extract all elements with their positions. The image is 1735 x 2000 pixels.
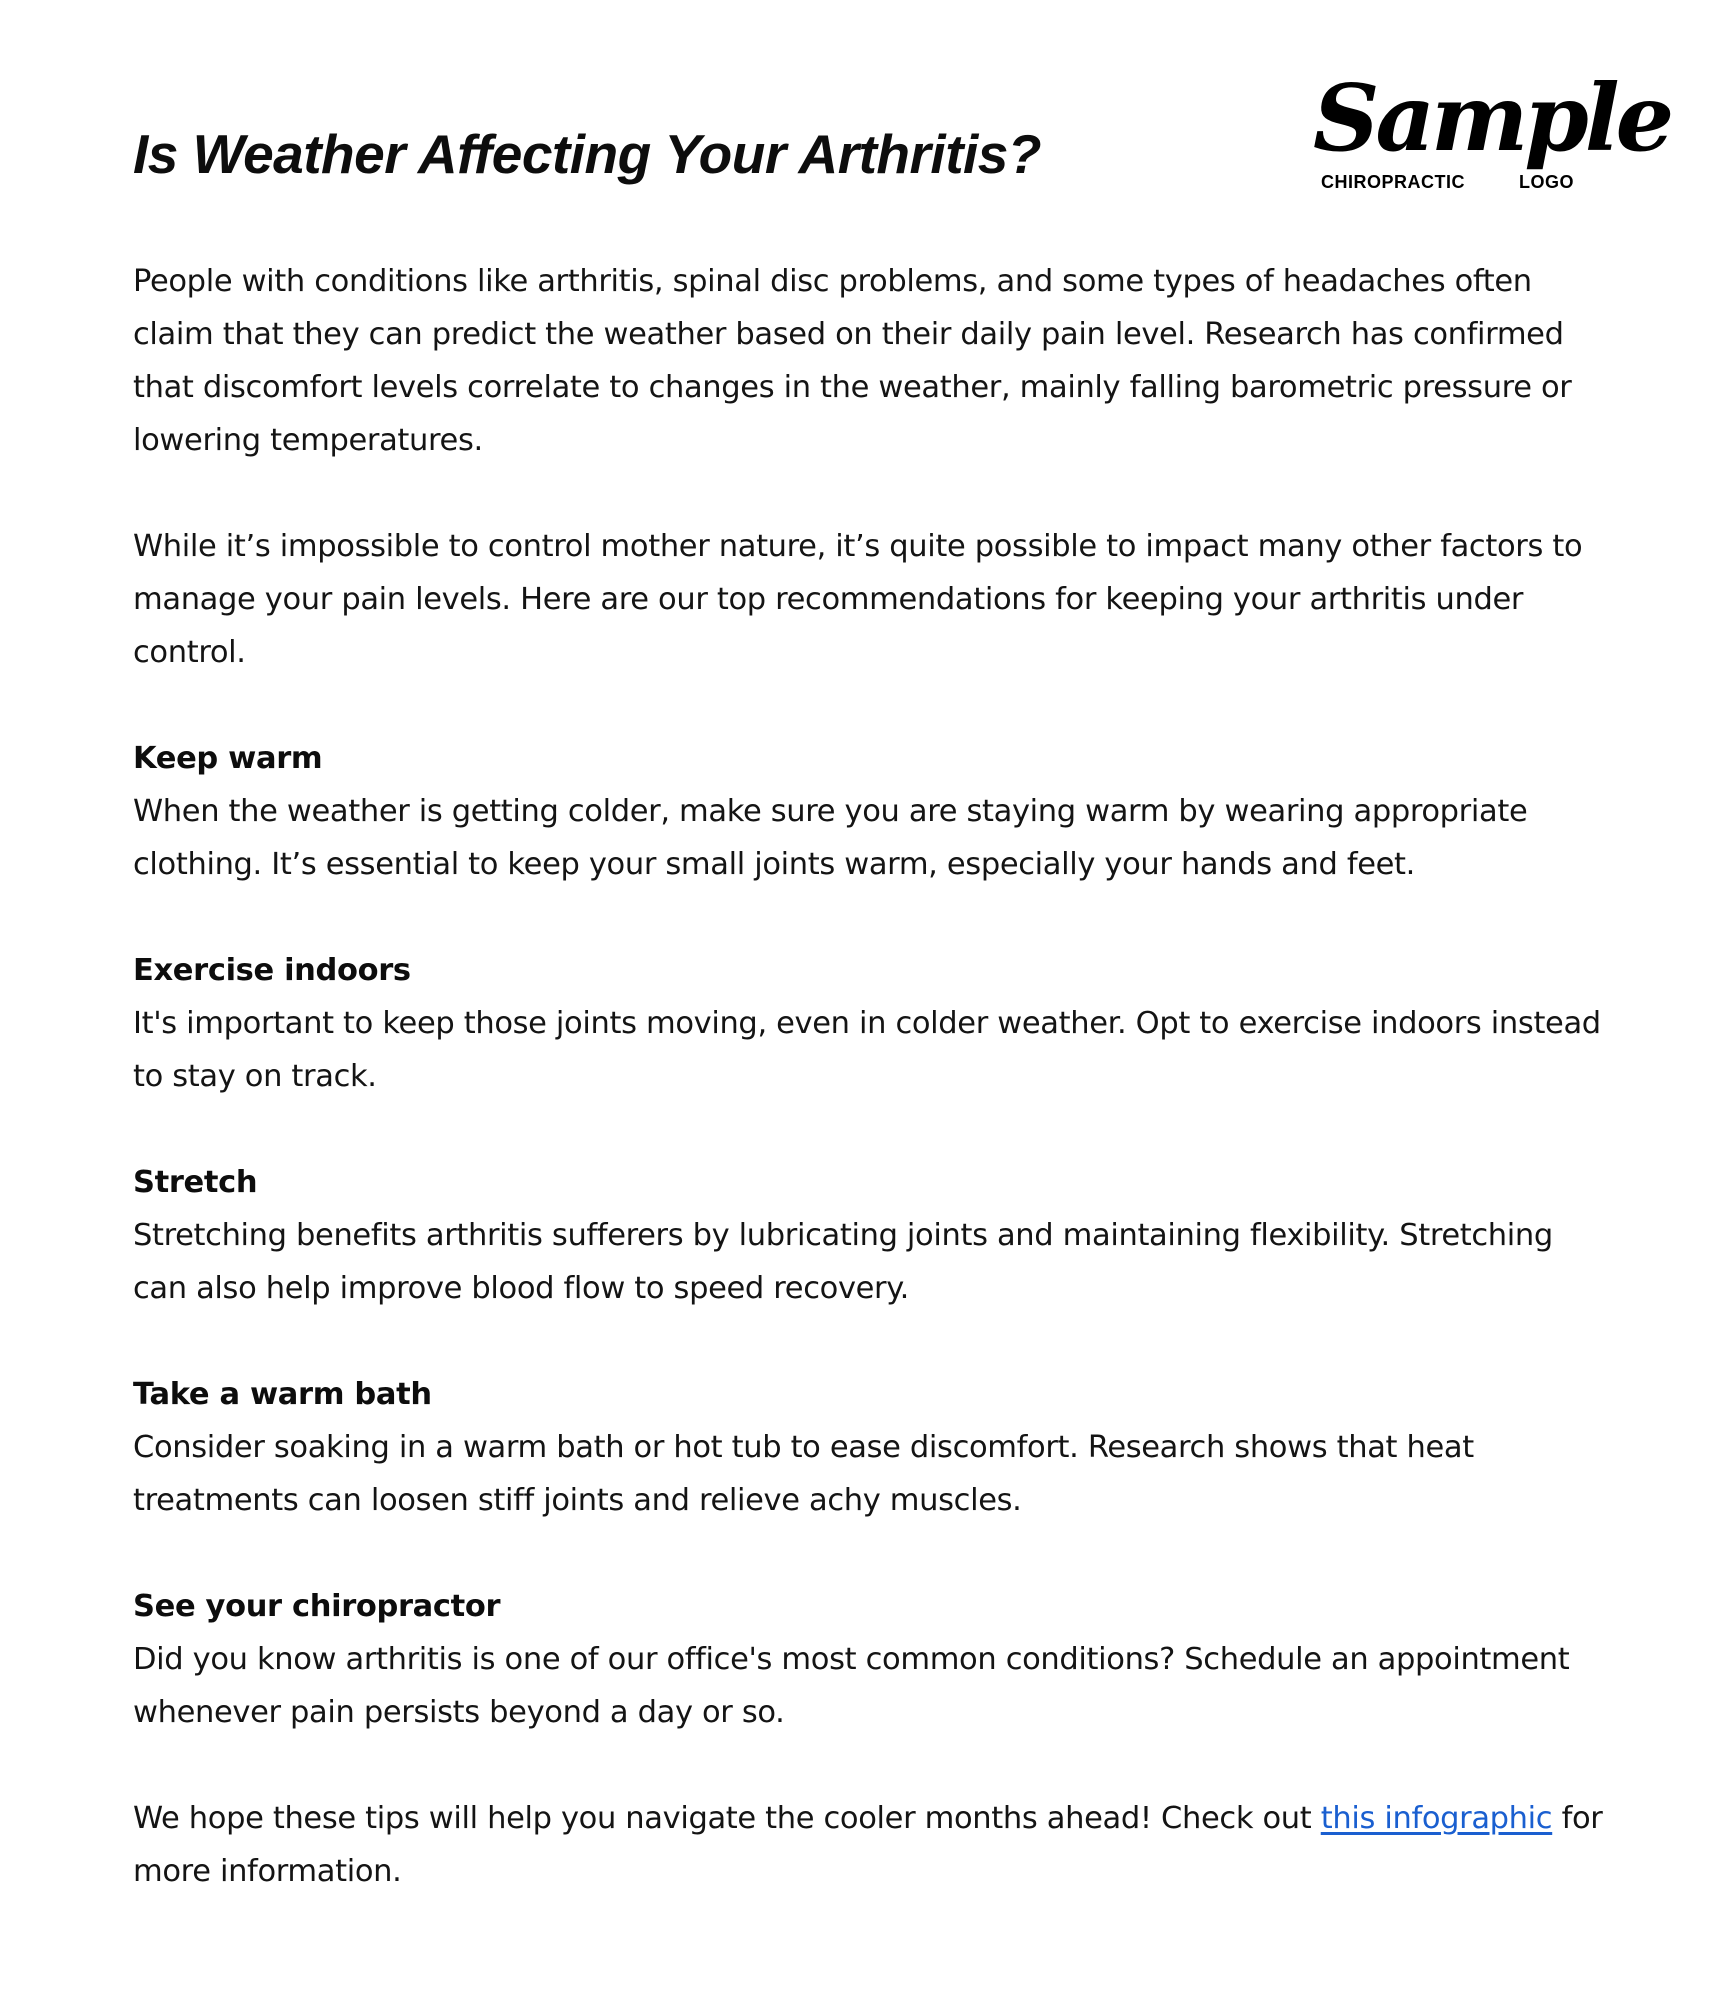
- article-body: [133, 255, 1613, 1951]
- tip-section: [133, 1580, 1613, 1739]
- tip-heading: Exercise indoors: [133, 953, 411, 988]
- closing-paragraph: [133, 1792, 1613, 1898]
- tip-heading: Take a warm bath: [133, 1377, 432, 1412]
- tip-section: [133, 944, 1613, 1103]
- tip-heading: Keep warm: [133, 741, 323, 776]
- page-title: Is Weather Affecting Your Arthritis?: [133, 123, 1041, 185]
- tip-heading: See your chiropractor: [133, 1589, 501, 1624]
- tip-body: When the weather is getting colder, make sure you are staying warm by wearing appropriate clothing. It’s essential to keep your small joints warm, especially your hands and feet.: [133, 794, 1528, 882]
- logo-subtitle-left: CHIROPRACTIC: [1321, 172, 1465, 192]
- tip-body: Consider soaking in a warm bath or hot tub to ease discomfort. Research shows that heat treatments can loosen stiff joints and relieve achy muscles.: [133, 1430, 1474, 1518]
- tip-section: [133, 732, 1613, 891]
- logo: [1305, 64, 1671, 198]
- tip-body: Stretching benefits arthritis sufferers by lubricating joints and maintaining flexibility. Stretching can also help improve blood flow to speed recovery.: [133, 1218, 1553, 1306]
- intro-paragraph: People with conditions like arthritis, spinal disc problems, and some types of headaches often claim that they can predict the weather based on their daily pain level. Research has confirmed that discomfort levels correlate to changes in the weather, mainly falling barometric pressure or lowering temperatures.: [133, 264, 1572, 458]
- logo-subtitle-right: LOGO: [1519, 172, 1574, 192]
- closing-text-after-link: for more information.: [133, 1801, 1603, 1889]
- tip-heading: Stretch: [133, 1165, 258, 1200]
- infographic-link[interactable]: this infographic: [1320, 1801, 1553, 1836]
- tip-section: [133, 1156, 1613, 1315]
- intro-paragraph: While it’s impossible to control mother nature, it’s quite possible to impact many other factors to manage your pain levels. Here are our top recommendations for keeping your arthritis under control.: [133, 529, 1583, 670]
- logo-wordmark: Sample: [1313, 64, 1671, 172]
- closing-text-before-link: We hope these tips will help you navigate the cooler months ahead! Check out: [133, 1801, 1321, 1836]
- tip-body: Did you know arthritis is one of our office's most common conditions? Schedule an appointment whenever pain persists beyond a day or so.: [133, 1642, 1570, 1730]
- tip-body: It's important to keep those joints moving, even in colder weather. Opt to exercise indoors instead to stay on track.: [133, 1006, 1601, 1094]
- tip-section: [133, 1368, 1613, 1527]
